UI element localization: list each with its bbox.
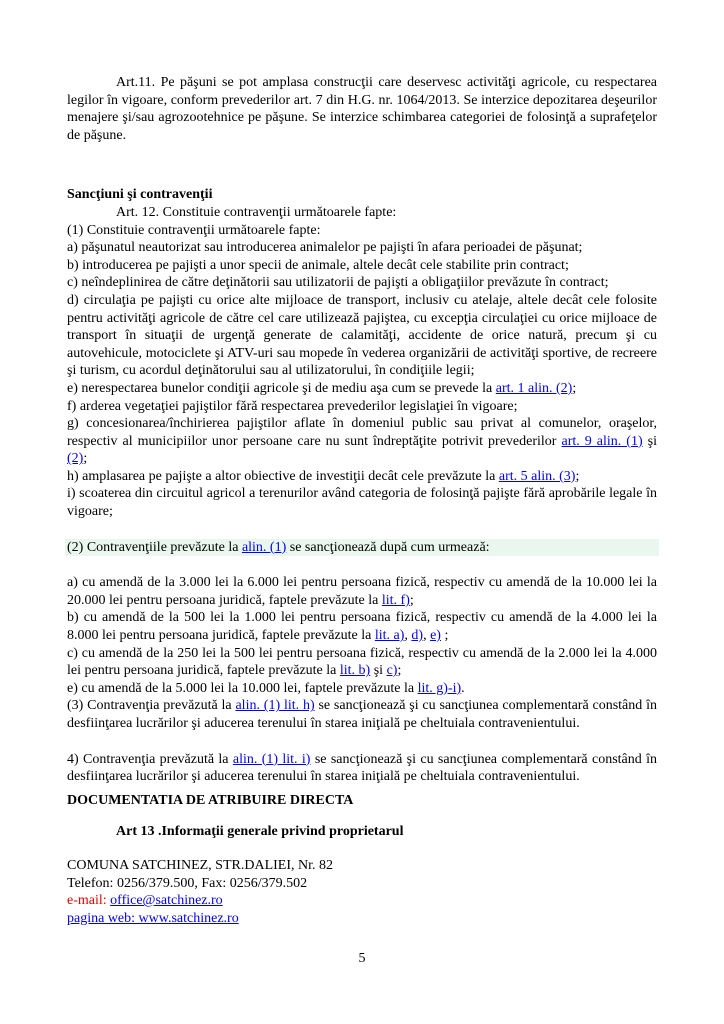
page-number: 5	[358, 951, 366, 966]
article-13-heading: Art 13 .Informaţii generale privind proprietarul	[116, 824, 404, 840]
link-art1-alin2[interactable]: art. 1 alin. (2)	[495, 380, 573, 396]
email-link[interactable]: office@satchinez.ro	[110, 893, 223, 909]
link-lit-b[interactable]: lit. b)	[339, 663, 371, 679]
paragraph-4: 4) Contravenţia prevăzută la alin. (1) lit. i) se sancţionează şi cu sancţiunea complementară constând în desfiinţarea lucrărilor şi aducerea terenului în starea iniţială pe cheltuiala contravenientului.	[67, 751, 657, 785]
item-i: i) scoaterea din circuitul agricol a terenurilor având categoria de folosinţă pajişte fără aprobările legale în vigoare;	[67, 486, 657, 520]
contact-address: COMUNA SATCHINEZ, STR.DALIEI, Nr. 82	[67, 857, 333, 873]
fine-e: e) cu amendă de la 5.000 lei la 10.000 lei, faptele prevăzute la lit. g)-i).	[67, 680, 465, 696]
contact-phone: Telefon: 0256/379.500, Fax: 0256/379.502	[67, 875, 308, 891]
contact-email	[67, 892, 657, 910]
link-alin1-lit-i[interactable]: alin. (1) lit. i)	[232, 751, 311, 767]
documentation-heading: DOCUMENTATIA DE ATRIBUIRE DIRECTA	[67, 792, 354, 808]
item-g: g) concesionarea/închirierea pajiştilor aflate în domeniul public sau privat al comunelor, oraşelor, respectiv al municipiilor unor persoane care nu sunt îndreptăţite potrivit prevederilor art. 9 alin. (1) şi (2);	[67, 416, 657, 467]
link-lit-e[interactable]: e)	[430, 628, 441, 644]
fine-b: b) cu amendă de la 500 lei la 1.000 lei pentru persoana fizică, respectiv cu amendă de la 4.000 lei la 8.000 lei pentru persoana juridică, faptele prevăzute la lit. a), d), e) ;	[67, 610, 657, 644]
paragraph-2-highlight: (2) Contravenţiile prevăzute la alin. (1) se sancţionează după cum urmează:	[65, 539, 659, 557]
link-lit-f[interactable]: lit. f)	[381, 592, 410, 608]
link-alin1-lit-h[interactable]: alin. (1) lit. h)	[235, 698, 315, 714]
link-lit-d[interactable]: d)	[411, 628, 424, 644]
item-h: h) amplasarea pe pajişte a altor obiective de investiţii decât cele prevăzute la art. 5 alin. (3);	[67, 468, 580, 484]
article-12-intro: Art. 12. Constituie contravenţii următoarele fapte:	[116, 204, 397, 220]
sanctions-heading: Sancţiuni şi contravenţii	[67, 187, 213, 203]
link-lit-g-i[interactable]: lit. g)-i)	[417, 680, 462, 696]
article-12-paragraph-1: (1) Constituie contravenţii următoarele fapte:	[67, 222, 321, 238]
item-c: c) neîndeplinirea de către deţinătorii sau utilizatorii de pajişti a obligaţiilor prevăzute în contract;	[67, 275, 609, 291]
contact-block	[67, 857, 657, 927]
article-11-paragraph: Art.11. Pe păşuni se pot amplasa construcţii care deservesc activităţi agricole, cu respectarea legilor în vigoare, conform prevederilor art. 7 din H.G. nr. 1064/2013. Se interzice depozitarea deşeurilor menajere şi/sau agrozootehnice pe păşune. Se interzice schimbarea categoriei de folosinţă a suprafeţelor de păşune.	[67, 75, 657, 143]
link-lit-c[interactable]: c)	[386, 663, 398, 679]
fine-a: a) cu amendă de la 3.000 lei la 6.000 lei pentru persoana fizică, respectiv cu amendă de la 10.000 lei la 20.000 lei pentru persoana juridică, faptele prevăzute la lit. f);	[67, 575, 657, 608]
link-alin1[interactable]: alin. (1)	[241, 539, 287, 555]
item-b: b) introducerea pe pajişti a unor specii de animale, altele decât cele stabilite prin contract;	[67, 257, 569, 273]
link-art5-alin3[interactable]: art. 5 alin. (3)	[498, 468, 576, 484]
website-link[interactable]: pagina web: www.satchinez.ro	[67, 910, 239, 926]
link-lit-a[interactable]: lit. a)	[374, 628, 405, 644]
link-alin2[interactable]: (2)	[67, 451, 84, 467]
contact-web	[67, 910, 657, 928]
item-f: f) arderea vegetaţiei pajiştilor fără respectarea prevederilor legislaţiei în vigoare;	[67, 398, 518, 414]
item-d: d) circulaţia pe pajişti cu orice alte mijloace de transport, inclusiv cu atelaje, altele decât cele folosite pentru activităţi agricole de către cel care utilizează pajiştea, cu excepţia circulaţiei cu orice mijloace de transport în situaţii de urgenţă generate de calamităţi, accidente de orice natură, precum şi cu autovehicule, motociclete şi ATV-uri sau mopede în vederea organizării de activităţi sportive, de recreere şi turism, cu acordul deţinătorului sau al utilizatorului, în condiţiile legii;	[67, 292, 657, 379]
item-e: e) nerespectarea bunelor condiţii agricole şi de mediu aşa cum se prevede la art. 1 alin. (2);	[67, 380, 577, 396]
email-label: e-mail:	[67, 893, 111, 909]
fine-c: c) cu amendă de la 250 lei la 500 lei pentru persoana fizică, respectiv cu amendă de la 2.000 lei la 4.000 lei pentru persoana juridică, faptele prevăzute la lit. b) şi c);	[67, 645, 657, 679]
document-page	[67, 74, 657, 927]
paragraph-3: (3) Contravenţia prevăzută la alin. (1) lit. h) se sancţionează şi cu sancţiunea complementară constând în desfiinţarea lucrărilor şi aducerea terenului în starea iniţială pe cheltuiala contravenientului.	[67, 698, 657, 731]
link-art9-alin1[interactable]: art. 9 alin. (1)	[561, 433, 643, 449]
item-a: a) păşunatul neautorizat sau introducerea animalelor pe pajişti în afara perioadei de păşunat;	[67, 240, 583, 256]
